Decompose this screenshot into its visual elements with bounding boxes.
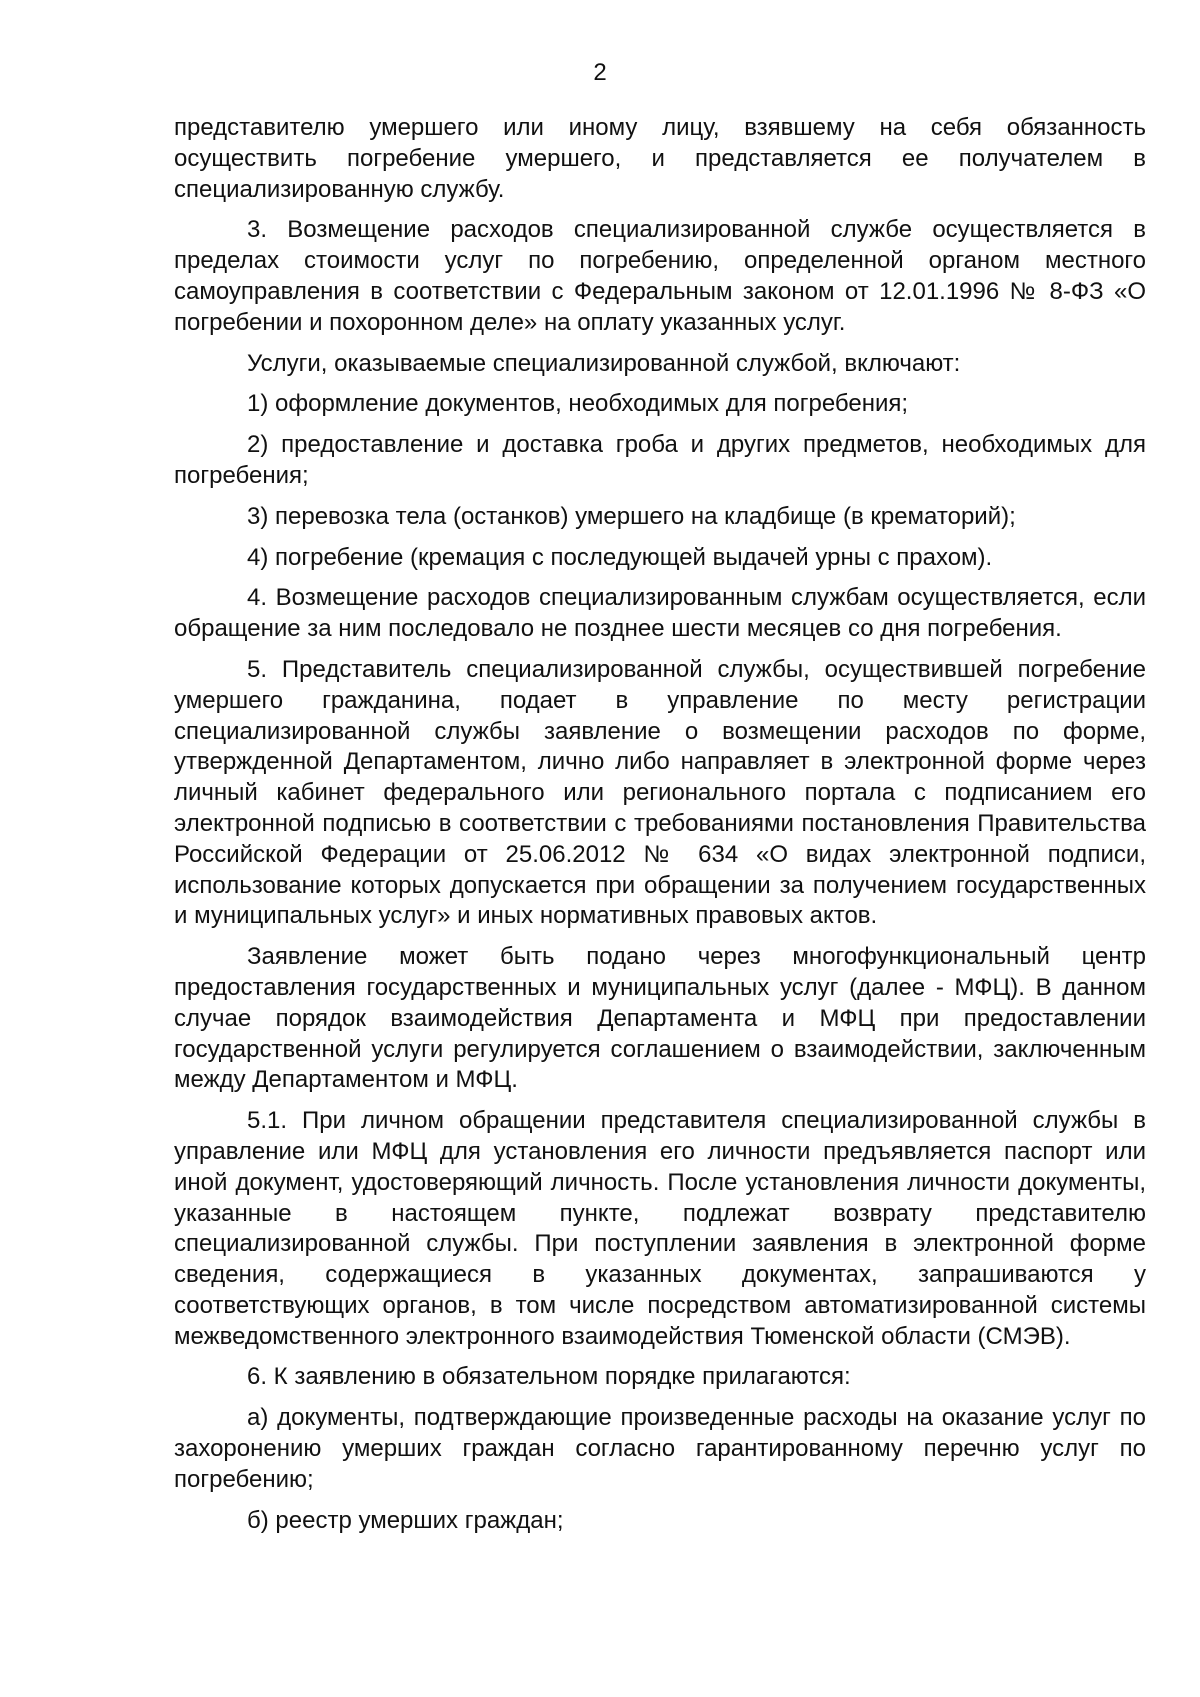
- paragraph-continuation: представителю умершего или иному лицу, взявшему на себя обязанность осуществить погребение умершего, и представляется ее получателем в специализированную службу.: [174, 114, 1146, 203]
- paragraph-services-intro: Услуги, оказываемые специализированной службой, включают:: [247, 349, 961, 377]
- paragraph-item-5: 5. Представитель специализированной службы, осуществившей погребение умершего гражданина, подает в управление по месту регистрации специализированной службы заявление о возмещении расходов по форме, утвержденной Департаментом, лично либо направляет в электронной форме через личный кабинет федерального или регионального портала с подписанием его электронной подписью в соответствии с требованиями постановления Правительства Российской Федерации от 25.06.2012 № 634 «О видах электронной подписи, использование которых допускается при обращении за получением государственных и муниципальных услуг» и иных нормативных правовых актов.: [174, 655, 1146, 930]
- paragraph-item-6: 6. К заявлению в обязательном порядке прилагаются:: [247, 1363, 851, 1391]
- document-body: [174, 113, 1146, 1546]
- paragraph-mfc-application: Заявление может быть подано через многофункциональный центр предоставления государственных и муниципальных услуг (далее - МФЦ). В данном случае порядок взаимодействия Департамента и МФЦ при предоставлении государственной услуги регулируется соглашением о взаимодействии, заключенным между Департаментом и МФЦ.: [174, 943, 1146, 1094]
- list-item-1: 1) оформление документов, необходимых для погребения;: [247, 390, 909, 418]
- paragraph-item-5-1: 5.1. При личном обращении представителя специализированной службы в управление или МФЦ для установления его личности предъявляется паспорт или иной документ, удостоверяющий личность. После установления личности документы, указанные в настоящем пункте, подлежат возврату представителю специализированной службы. При поступлении заявления в электронной форме сведения, содержащиеся в указанных документах, запрашиваются у соответствующих органов, в том числе посредством автоматизированной системы межведомственного электронного взаимодействия Тюменской области (СМЭВ).: [174, 1107, 1146, 1350]
- list-item-2: 2) предоставление и доставка гроба и других предметов, необходимых для погребения;: [174, 431, 1146, 489]
- paragraph-item-4: 4. Возмещение расходов специализированным службам осуществляется, если обращение за ним последовало не позднее шести месяцев со дня погребения.: [174, 584, 1146, 643]
- list-item-b: б) реестр умерших граждан;: [247, 1506, 564, 1534]
- paragraph-item-3: 3. Возмещение расходов специализированной службе осуществляется в пределах стоимости услуг по погребению, определенной органом местного самоуправления в соответствии с Федеральным законом от 12.01.1996 № 8-ФЗ «О погребении и похоронном деле» на оплату указанных услуг.: [174, 216, 1146, 336]
- page-number: 2: [593, 59, 607, 86]
- list-item-a: а) документы, подтверждающие произведенные расходы на оказание услуг по захоронению умерших граждан согласно гарантированному перечню услуг по погребению;: [174, 1404, 1146, 1493]
- list-item-4: 4) погребение (кремация с последующей выдачей урны с прахом).: [247, 543, 993, 571]
- list-item-3: 3) перевозка тела (останков) умершего на кладбище (в крематорий);: [247, 502, 1016, 530]
